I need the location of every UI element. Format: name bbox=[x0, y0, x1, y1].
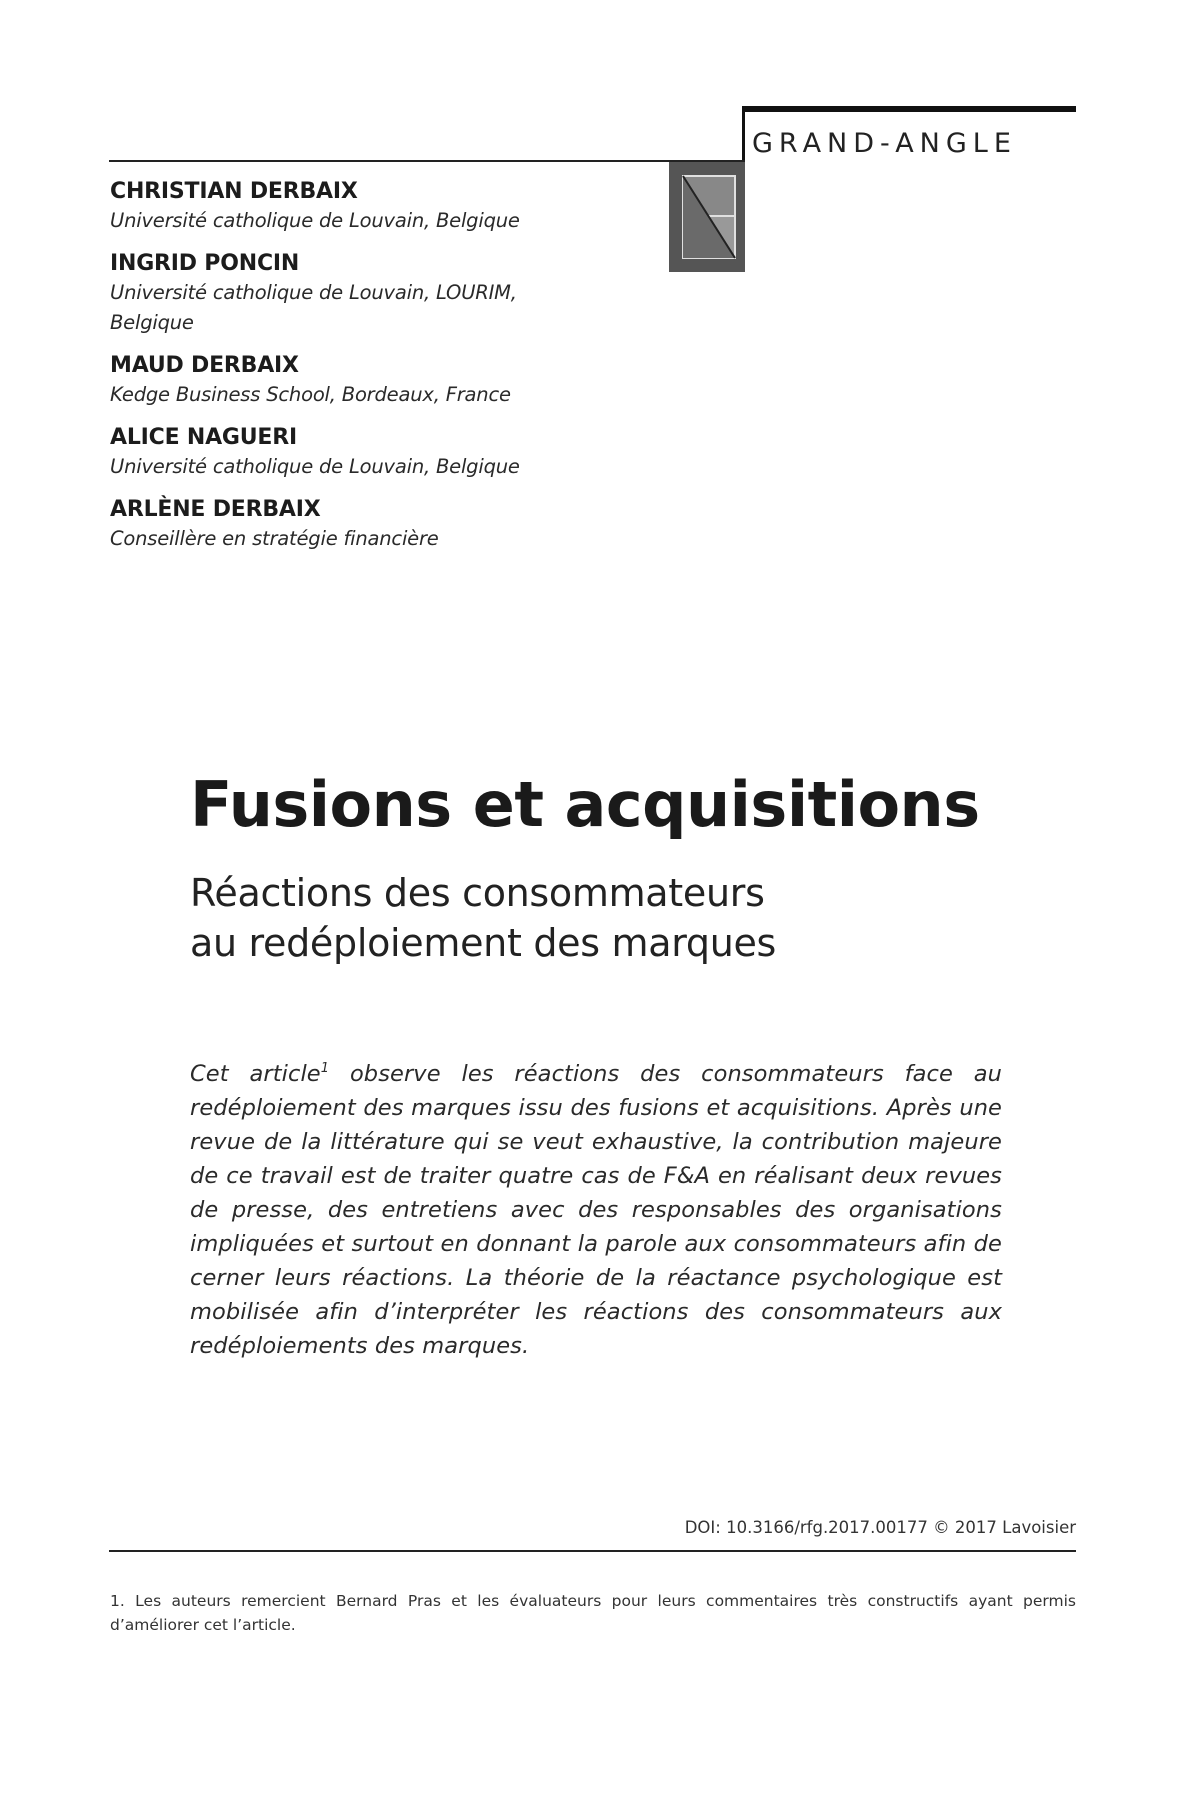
article-title: Fusions et acquisitions bbox=[190, 768, 980, 841]
header-rule bbox=[109, 160, 745, 162]
article-subtitle bbox=[190, 868, 776, 968]
author-entry bbox=[110, 352, 670, 410]
author-name: INGRID PONCIN bbox=[110, 251, 300, 276]
author-entry bbox=[110, 496, 670, 554]
subtitle-line: au redéploiement des marques bbox=[190, 921, 777, 965]
author-entry bbox=[110, 424, 670, 482]
header-bar-divider bbox=[742, 106, 745, 160]
header-top-bar bbox=[742, 106, 1076, 112]
author-affiliation: Conseillère en stratégie financière bbox=[110, 527, 439, 550]
footnote: 1. Les auteurs remercient Bernard Pras et les évaluateurs pour leurs commentaires très constructifs ayant permis d’améliorer cet l’article. bbox=[110, 1592, 1076, 1634]
abstract bbox=[190, 1057, 1002, 1363]
author-name: ARLÈNE DERBAIX bbox=[110, 497, 321, 522]
subtitle-line: Réactions des consommateurs bbox=[190, 871, 765, 915]
footnote-rule bbox=[109, 1550, 1076, 1552]
author-entry bbox=[110, 250, 670, 338]
author-name: MAUD DERBAIX bbox=[110, 353, 299, 378]
abstract-body: observe les réactions des consommateurs face au redéploiement des marques issu des fusions et acquisitions. Après une revue de la littérature qui se veut exhaustive, la contribution majeure de ce travail est de traiter quatre cas de F&A en réalisant deux revues de presse, des entretiens avec des responsables des organisations impliquées et surtout en donnant la parole aux consommateurs afin de cerner leurs réactions. La théorie de la réactance psychologique est mobilisée afin d’interpréter les réactions des consommateurs aux redéploiements des marques. bbox=[190, 1061, 1002, 1359]
section-label: GRAND-ANGLE bbox=[752, 128, 1017, 159]
footnote-ref[interactable]: 1 bbox=[320, 1061, 330, 1076]
author-affiliation: Université catholique de Louvain, Belgique bbox=[110, 455, 520, 478]
author-list bbox=[110, 178, 670, 568]
author-affiliation: Université catholique de Louvain, LOURIM, Belgique bbox=[110, 281, 517, 334]
doi-line: DOI: 10.3166/rfg.2017.00177 © 2017 Lavoisier bbox=[684, 1518, 1076, 1537]
author-affiliation: Kedge Business School, Bordeaux, France bbox=[110, 383, 511, 406]
author-entry bbox=[110, 178, 670, 236]
author-name: CHRISTIAN DERBAIX bbox=[110, 179, 358, 204]
abstract-lead: Cet article bbox=[190, 1061, 321, 1087]
author-affiliation: Université catholique de Louvain, Belgique bbox=[110, 209, 520, 232]
square-emblem-icon bbox=[669, 162, 745, 272]
author-name: ALICE NAGUERI bbox=[110, 425, 297, 450]
